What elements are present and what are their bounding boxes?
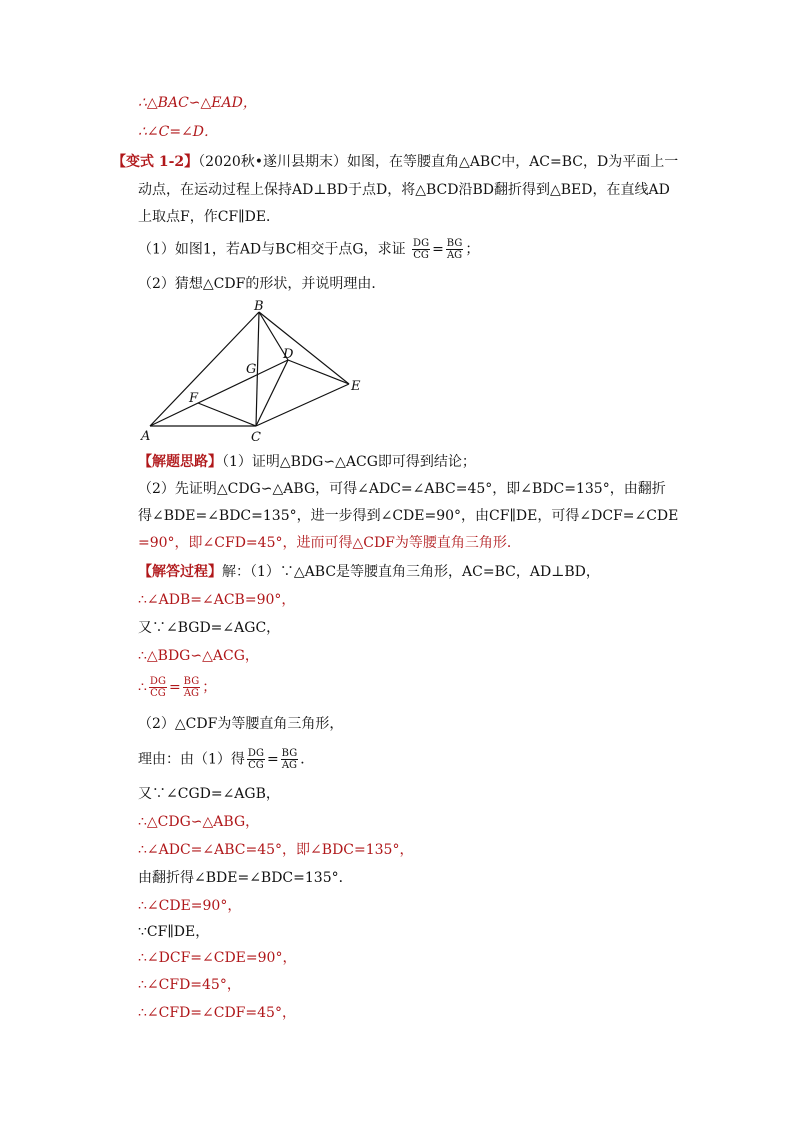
fraction-dg-cg-2: $\frac{DG}{CG}$ (149, 676, 166, 699)
process-line-14: ∴∠DCF=∠CDE=90°， (138, 950, 297, 966)
idea-line-1: （1）证明△BDG∽△ACG即可得到结论； (222, 454, 476, 470)
label-d: D (283, 347, 294, 362)
segment-de (288, 360, 349, 384)
label-c: C (251, 430, 261, 445)
idea-tag: 【解题思路】 (138, 454, 222, 470)
label-g: G (246, 362, 257, 377)
process-line-6: （2）△CDF为等腰直角三角形， (138, 716, 344, 732)
geometry-figure (138, 300, 368, 448)
question-1-prefix: （1）如图1，若AD与BC相交于点G，求证 (138, 241, 406, 258)
idea-line-4: =90°，即∠CFD=45°，进而可得△CDF为等腰直角三角形． (138, 535, 521, 551)
process-line-8: 又∵∠CGD=∠AGB， (138, 786, 280, 802)
variant-line-3: 上取点F，作CF∥DE． (138, 209, 281, 225)
variant-line-1: （2020秋•遂川县期末）如图，在等腰直角△ABC中，AC=BC，D为平面上一 (198, 154, 679, 170)
segment-ad (150, 360, 288, 426)
idea-line-2: （2）先证明△CDG∽△ABG，可得∠ADC=∠ABC=45°，即∠BDC=135°，由翻折 (138, 481, 666, 497)
process-line-3: 又∵∠BGD=∠AGC， (138, 620, 281, 636)
fraction-bg-ag-2: $\frac{BG}{AG}$ (183, 676, 200, 699)
question-2: （2）猜想△CDF的形状，并说明理由． (138, 276, 386, 292)
process-line-10: ∴∠ADC=∠ABC=45°，即∠BDC=135°， (138, 842, 414, 858)
process-line-15: ∴∠CFD=45°， (138, 977, 241, 993)
process-line-12: ∴∠CDE=90°， (138, 898, 242, 914)
segment-ce (256, 384, 349, 426)
process-line-9: ∴△CDG∽△ABG， (138, 814, 260, 830)
process-line-2: ∴∠ADB=∠ACB=90°， (138, 592, 296, 608)
segment-be (259, 312, 349, 384)
fraction-dg-cg: $\frac{DG}{CG}$ (413, 238, 430, 261)
variant-tag: 【变式 1-2】 (112, 154, 199, 170)
process-line-5: ∴ $\frac{DG}{CG}$ = $\frac{BG}{AG}$ ； (138, 676, 217, 699)
fraction-bg-ag-3: $\frac{BG}{AG}$ (281, 748, 298, 771)
process-heading-line (138, 562, 678, 582)
question-1-suffix: ； (465, 241, 480, 258)
label-e: E (351, 379, 361, 394)
line-angle-c-equals-d: ∴∠C=∠D． (138, 124, 219, 140)
fraction-dg-cg-3: $\frac{DG}{CG}$ (247, 748, 264, 771)
process-line-4: ∴△BDG∽△ACG， (138, 648, 259, 664)
label-f: F (189, 391, 199, 406)
fraction-bg-ag: $\frac{BG}{AG}$ (446, 238, 463, 261)
process-line-16: ∴∠CFD=∠CDF=45°， (138, 1005, 296, 1021)
line-similar-triangles-bac-ead: ∴△BAC∽△EAD， (138, 95, 257, 111)
label-b: B (254, 300, 264, 314)
label-a: A (141, 429, 151, 444)
segment-ab (150, 312, 259, 426)
segment-bc (256, 312, 259, 426)
process-line-7: 理由：由（1）得 $\frac{DG}{CG}$ = $\frac{BG}{AG}$ ． (138, 748, 315, 771)
process-line-11: 由翻折得∠BDE=∠BDC=135°． (138, 870, 353, 886)
segment-cd (256, 360, 288, 426)
process-line-1: 解：（1）∵△ABC是等腰直角三角形，AC=BC，AD⊥BD， (222, 564, 600, 580)
idea-heading-line (138, 452, 678, 472)
variant-heading-line (112, 152, 692, 172)
process-line-13: ∵CF∥DE， (138, 924, 210, 940)
variant-line-2: 动点，在运动过程上保持AD⊥BD于点D，将△BCD沿BD翻折得到△BED，在直线AD (138, 182, 670, 198)
idea-line-3: 得∠BDE=∠BDC=135°，进一步得到∠CDE=90°，由CF∥DE，可得∠DCF=∠CDE (138, 508, 679, 524)
process-tag: 【解答过程】 (138, 564, 222, 580)
question-1: （1）如图1，若AD与BC相交于点G，求证 $\frac{DG}{CG}$ = $\frac{BG}{AG}$ ； (138, 238, 480, 261)
segment-cf (198, 403, 256, 426)
